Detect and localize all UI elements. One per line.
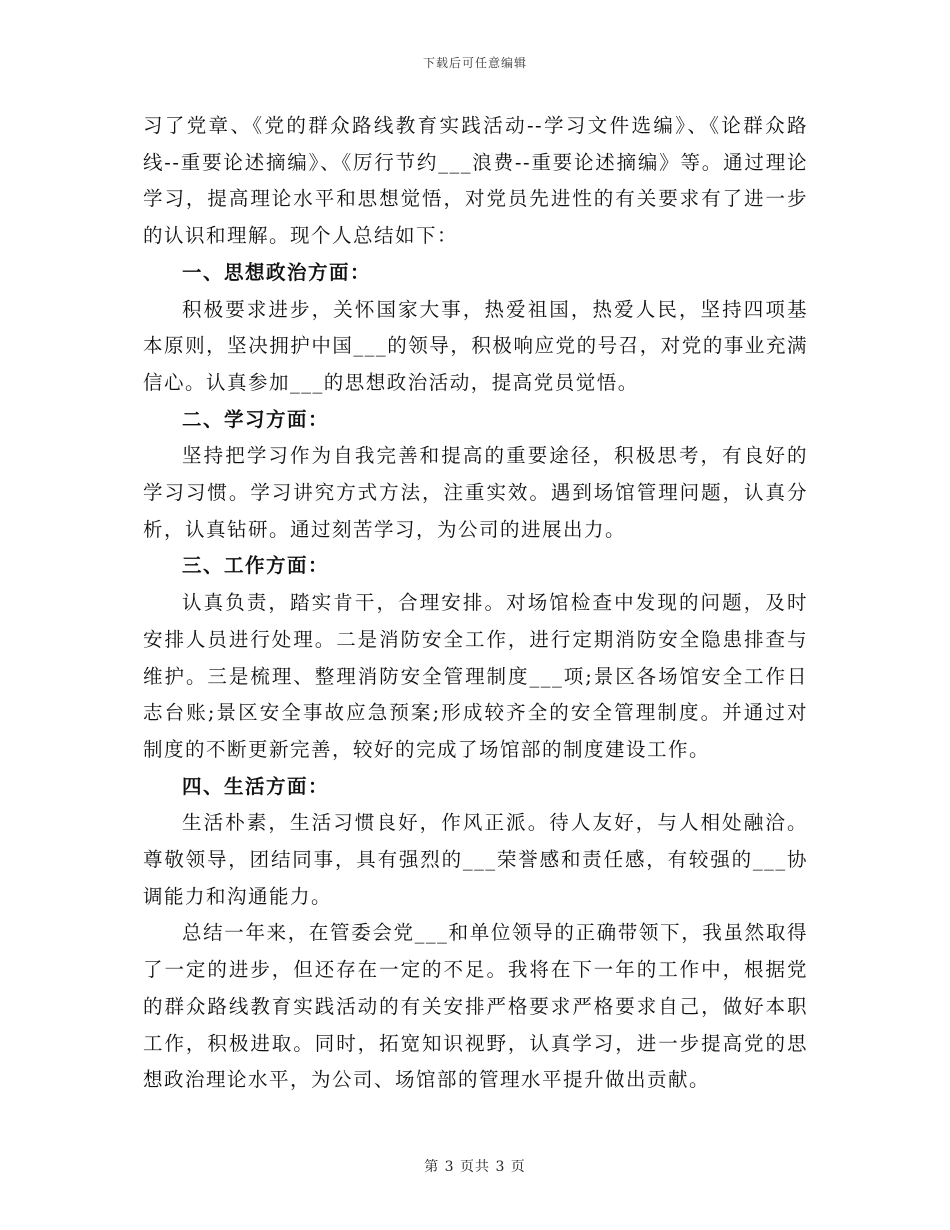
section-paragraph-study: 坚持把学习作为自我完善和提高的重要途径，积极思考，有良好的学习习惯。学习讲究方式方法，注重实效。遇到场馆管理问题，认真分析，认真钻研。通过刻苦学习，为公司的进展出力。	[143, 444, 808, 541]
conclusion-paragraph: 总结一年来，在管委会党___和单位领导的正确带领下，我虽然取得了一定的进步，但还存在一定的不足。我将在下一年的工作中，根据党的群众路线教育实践活动的有关安排严格要求严格要求自己，做好本职工作，积极进取。同时，拓宽知识视野，认真学习，进一步提高党的思想政治理论水平，为公司、场馆部的管理水平提升做出贡献。	[143, 921, 808, 1092]
section-paragraph-life: 生活朴素，生活习惯良好，作风正派。待人友好，与人相处融洽。尊敬领导，团结同事，具有强烈的___荣誉感和责任感，有较强的___协调能力和沟通能力。	[143, 811, 808, 908]
page-header: 下载后可任意编辑	[422, 56, 527, 70]
section-heading-political: 一、思想政治方面：	[182, 260, 372, 284]
intro-paragraph: 习了党章、《党的群众路线教育实践活动--学习文件选编》、《论群众路线--重要论述摘编》、《厉行节约___浪费--重要论述摘编》等。通过理论学习，提高理论水平和思想觉悟，对党员先进性的有关要求有了进一步的认识和理解。现个人总结如下：	[143, 114, 808, 248]
section-paragraph-political: 积极要求进步，关怀国家大事，热爱祖国，热爱人民，坚持四项基本原则，坚决拥护中国___的领导，积极响应党的号召，对党的事业充满信心。认真参加___的思想政治活动，提高党员觉悟。	[143, 297, 808, 394]
section-heading-work: 三、工作方面：	[182, 554, 330, 578]
section-paragraph-work: 认真负责，踏实肯干，合理安排。对场馆检查中发现的问题，及时安排人员进行处理。二是消防安全工作，进行定期消防安全隐患排查与维护。三是梳理、整理消防安全管理制度___项;景区各场馆安全工作日志台账;景区安全事故应急预案;形成较齐全的安全管理制度。并通过对制度的不断更新完善，较好的完成了场馆部的制度建设工作。	[143, 591, 808, 761]
page-number: 第 3 页共 3 页	[424, 1159, 526, 1175]
document-body	[143, 108, 808, 1099]
section-heading-life: 四、生活方面：	[182, 774, 330, 798]
section-heading-study: 二、学习方面：	[182, 407, 330, 431]
